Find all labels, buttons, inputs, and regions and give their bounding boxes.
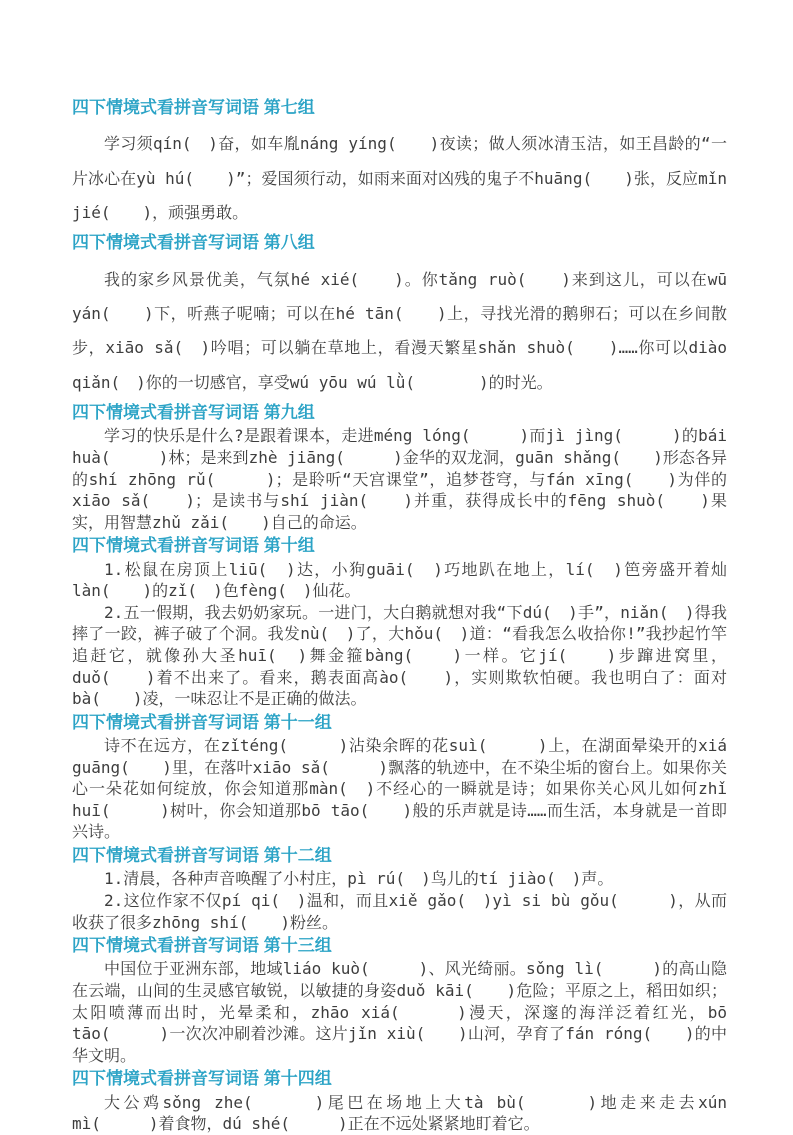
section-header: 四下情境式看拼音写词语 第九组 xyxy=(72,403,315,423)
section-header: 四下情境式看拼音写词语 第十三组 xyxy=(72,936,332,956)
exercise-paragraph: 1.松鼠在房顶上liū( )达，小狗guāi( )巧地趴在地上，lí( )笆旁盛开着灿làn( )的zǐ( )色fèng( )仙花。 xyxy=(72,559,727,601)
exercise-paragraph: 1.清晨，各种声音唤醒了小村庄，pì rú( )鸟儿的tí jiào( )声。 xyxy=(104,869,614,889)
worksheet-section-12 xyxy=(72,845,727,933)
worksheet-section-14 xyxy=(72,1068,727,1134)
worksheet-section-8 xyxy=(72,232,727,400)
exercise-paragraph: 2.这位作家不仅pí qi( )温和，而且xiě gǎo( )yì si bù gǒu( )，从而收获了很多zhōng shí( )粉丝。 xyxy=(72,890,727,932)
worksheet-section-13 xyxy=(72,935,727,1066)
section-header: 四下情境式看拼音写词语 第八组 xyxy=(72,233,315,253)
exercise-paragraph: 2.五一假期，我去奶奶家玩。一进门，大白鹅就想对我“下dú( )手”，niǎn( )得我摔了一跤，裤子破了个洞。我发nù( )了，大hǒu( )道：“看我怎么收拾你!”我抄起竹竿追赶它，就像孙大圣huī( )舞金箍bàng( )一样。它jí( )步蹿进窝里，duǒ( )着不出来了。看来，鹅表面高ào( )，实则欺软怕硬。我也明白了：面对bà( )凌，一味忍让不是正确的做法。 xyxy=(72,602,727,709)
worksheet-section-9 xyxy=(72,402,727,533)
worksheet-section-11 xyxy=(72,712,727,843)
exercise-paragraph: 我的家乡风景优美，气氛hé xié( )。你tǎng ruò( )来到这儿，可以在wū yán( )下，听燕子呢喃；可以在hé tān( )上，寻找光滑的鹅卵石；可以在乡间散步，xiāo sǎ( )吟唱；可以躺在草地上，看漫天繁星shǎn shuò( )……你可以diào qiǎn( )你的一切感官，享受wú yōu wú lǜ( )的时光。 xyxy=(72,269,727,392)
section-header: 四下情境式看拼音写词语 第十四组 xyxy=(72,1069,332,1089)
section-header: 四下情境式看拼音写词语 第十一组 xyxy=(72,712,332,732)
section-header: 四下情境式看拼音写词语 第十组 xyxy=(72,536,315,556)
exercise-paragraph: 学习须qín( )奋，如车胤náng yíng( )夜读；做人须冰清玉洁，如王昌龄的“一片冰心在yù hú( )”；爱国须行动，如雨来面对凶残的鬼子不huāng( )张，反应mǐn jié( )，顽强勇敢。 xyxy=(72,134,727,223)
section-header: 四下情境式看拼音写词语 第七组 xyxy=(72,98,315,117)
worksheet-section-10 xyxy=(72,535,727,709)
worksheet-content xyxy=(72,97,727,1135)
exercise-paragraph: 大公鸡sǒng zhe( )尾巴在场地上大tà bù( )地走来走去xún mì( )着食物，dú shé( )正在不远处紧紧地盯着它。 xyxy=(72,1092,727,1134)
exercise-paragraph: 中国位于亚洲东部，地域liáo kuò( )、风光绮丽。sǒng lì( )的高山隐在云端，山间的生灵感官敏锐，以敏捷的身姿duǒ kāi( )危险；平原之上，稻田如织；太阳喷薄而出时，光晕柔和，zhāo xiá( )漫天，深邃的海洋泛着红光，bō tāo( )一次次冲刷着沙滩。这片jǐn xiù( )山河，孕育了fán róng( )的中华文明。 xyxy=(72,959,727,1065)
section-header: 四下情境式看拼音写词语 第十二组 xyxy=(72,846,332,866)
worksheet-section-7 xyxy=(72,97,727,230)
exercise-paragraph: 诗不在远方，在zǐténg( )沾染余晖的花suì( )上，在湖面晕染开的xiá guāng( )里，在落叶xiāo sǎ( )飘落的轨迹中，在不染尘垢的窗台上。如果你关心一朵花如何绽放，你会知道那màn( )不经心的一瞬就是诗；如果你关心风儿如何zhǐ huī( )树叶，你会知道那bō tāo( )般的乐声就是诗……而生活，本身就是一首即兴诗。 xyxy=(72,736,727,842)
exercise-paragraph: 学习的快乐是什么?是跟着课本，走进méng lóng( )而jì jìng( )的bái huà( )林；是来到zhè jiāng( )金华的双龙洞，guān shǎng( )形态各异的shí zhōng rǔ( )；是聆听“天宫课堂”，追梦苍穹，与fán xīng( )为伴的xiāo sǎ( )；是读书与shí jiàn( )并重，获得成长中的fēng shuò( )果实，用智慧zhǔ zǎi( )自己的命运。 xyxy=(72,426,727,532)
